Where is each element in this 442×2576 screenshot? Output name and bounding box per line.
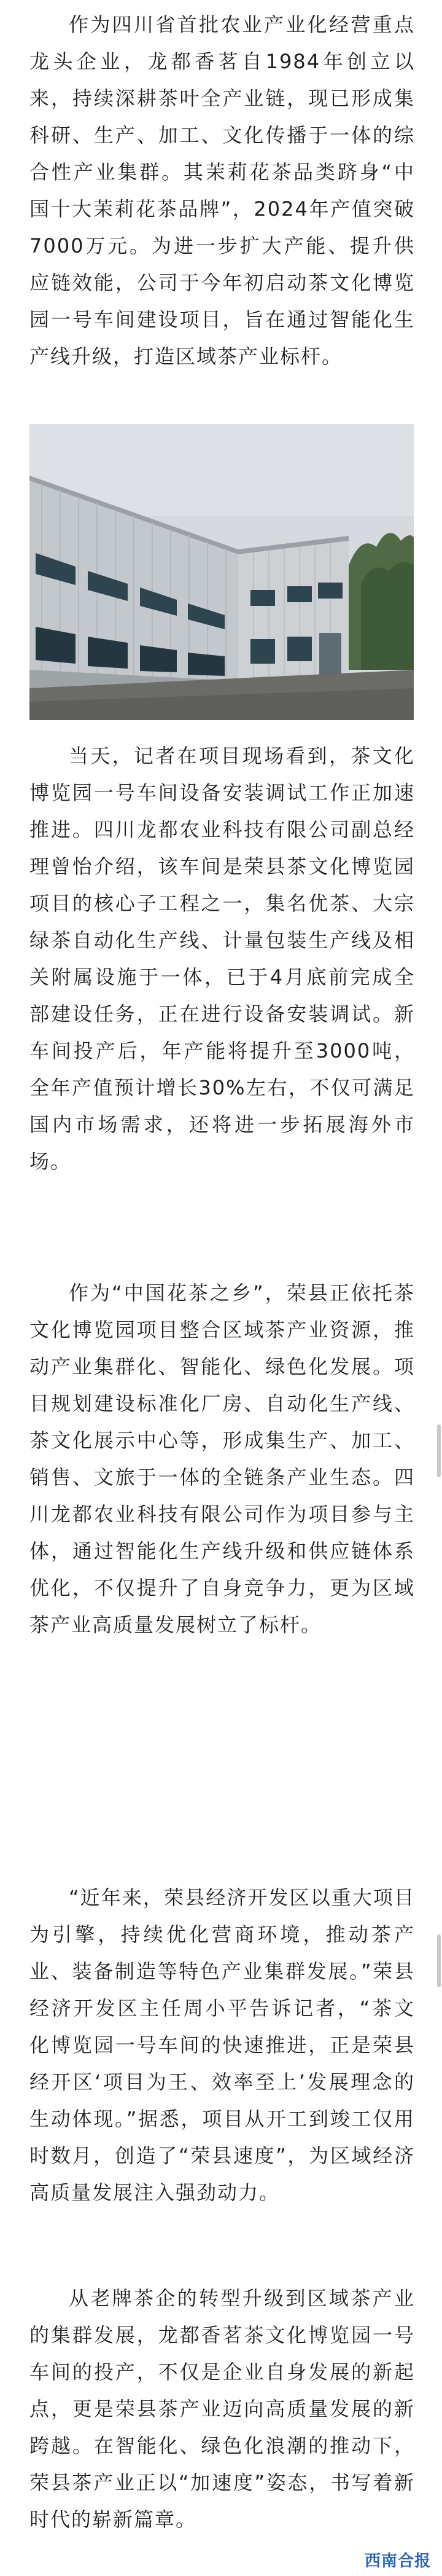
paragraph-4: “近年来，荣县经济开发区以重大项目为引擎，持续优化营商环境，推动茶产业、装备制造等特色产业集群发展。”荣县经济开发区主任周小平告诉记者，“茶文化博览园一号车间的快速推进，正是荣县经开区‘项目为王、效率至上’发展理念的生动体现。”据悉，项目从开工到竣工仅用时数月，创造了“荣县速度”，为区域经济高质量发展注入强劲动力。 [29,1886,415,2204]
watermark-logo: 西南合报 [364,2551,431,2570]
scrollbar-thumb[interactable] [437,1934,441,1987]
paragraph-5: 从老牌茶企的转型升级到区域茶产业的集群发展，龙都香茗茶文化博览园一号车间的投产，不仅是企业自身发展的新起点，更是荣县茶产业迈向高质量发展的新跨越。在智能化、绿色化浪潮的推动下，荣县茶产业正以“加速度”姿态，书写着新时代的崭新篇章。 [29,2287,415,2531]
paragraph-2: 当天，记者在项目现场看到，茶文化博览园一号车间设备安装调试工作正加速推进。四川龙都农业科技有限公司副总经理曾怡介绍，该车间是荣县茶文化博览园项目的核心子工程之一，集名优茶、大宗绿茶自动化生产线、计量包装生产线及相关附属设施于一体，已于4月底前完成全部建设任务，正在进行设备安装调试。新车间投产后，年产能将提升至3000吨，全年产值预计增长30%左右，不仅可满足国内市场需求，还将进一步拓展海外市场。 [29,744,415,1173]
scrollbar-thumb[interactable] [437,1424,441,1477]
paragraph-1: 作为四川省首批农业产业化经营重点龙头企业，龙都香茗自1984年创立以来，持续深耕茶叶全产业链，现已形成集科研、生产、加工、文化传播于一体的综合性产业集群。其茉莉花茶品类跻身“中国十大茉莉花茶品牌”，2024年产值突破7000万元。为进一步扩大产能、提升供应链效能，公司于今年初启动茶文化博览园一号车间建设项目，旨在通过智能化生产线升级，打造区域茶产业标杆。 [29,13,415,368]
paragraph-3: 作为“中国花茶之乡”，荣县正依托茶文化博览园项目整合区域茶产业资源，推动产业集群化、智能化、绿色化发展。项目规划建设标准化厂房、自动化生产线、茶文化展示中心等，形成集生产、加工、销售、文旅于一体的全链条产业生态。四川龙都农业科技有限公司作为项目参与主体，通过智能化生产线升级和供应链体系优化，不仅提升了自身竞争力，更为区域茶产业高质量发展树立了标杆。 [29,1281,415,1636]
factory-photo-svg [29,424,414,720]
factory-photo [29,424,414,720]
scrollbar[interactable] [436,0,442,2576]
